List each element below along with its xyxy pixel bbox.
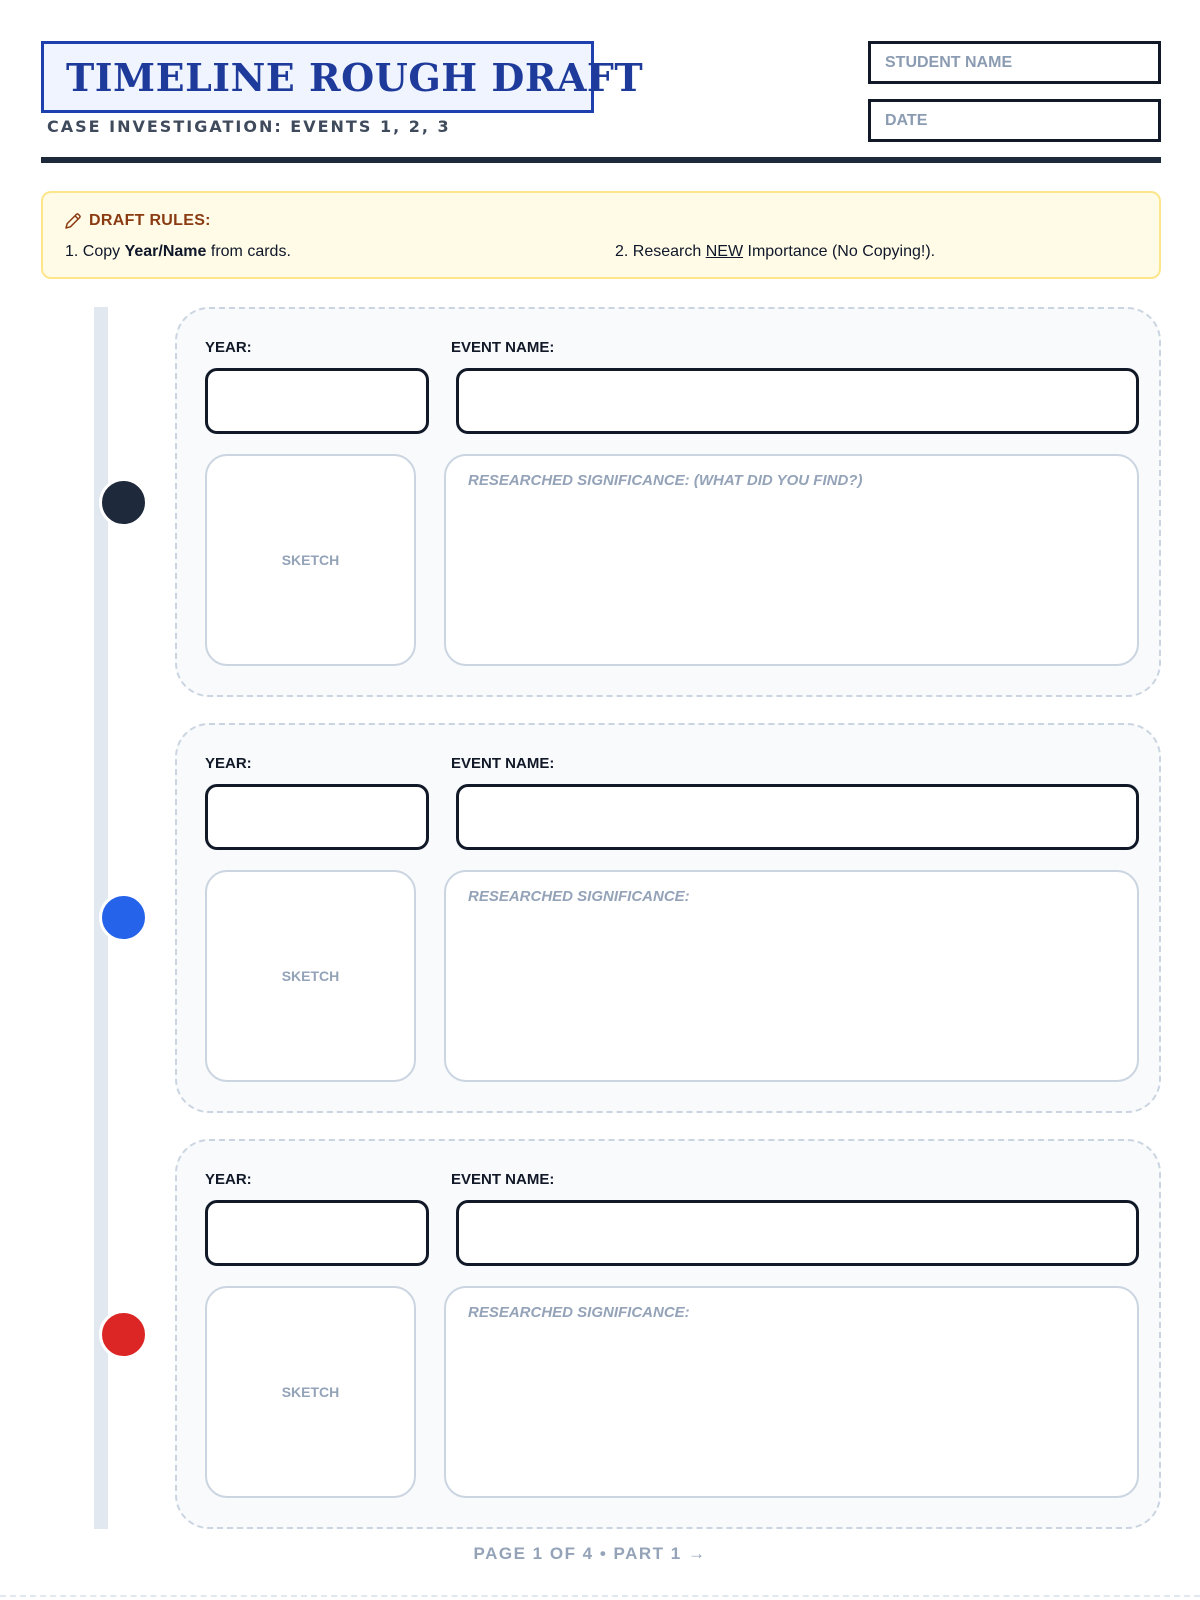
sketch-box[interactable] [205, 870, 416, 1082]
page-title: TIMELINE ROUGH DRAFT [66, 54, 644, 100]
student-name-placeholder: STUDENT NAME [885, 53, 1013, 71]
event-name-input[interactable] [456, 1200, 1139, 1266]
event-name-label: EVENT NAME: [451, 339, 555, 356]
year-input[interactable] [205, 1200, 429, 1266]
event-card-3 [175, 1139, 1161, 1529]
timeline-dot-3 [99, 1310, 148, 1359]
sketch-label: SKETCH [281, 1384, 340, 1400]
event-name-input[interactable] [456, 368, 1139, 434]
year-input[interactable] [205, 784, 429, 850]
event-card-2 [175, 723, 1161, 1113]
student-name-field[interactable] [868, 41, 1161, 84]
bottom-cut-line [0, 1595, 1200, 1597]
header-divider [41, 157, 1161, 163]
timeline-dot-1 [99, 478, 148, 527]
draft-rules-header [63, 211, 211, 231]
event-card-1 [175, 307, 1161, 697]
significance-label: RESEARCHED SIGNIFICANCE: (WHAT DID YOU FIND?) [468, 472, 863, 489]
sketch-label: SKETCH [281, 552, 340, 568]
sketch-box[interactable] [205, 454, 416, 666]
rule-1: 1. Copy Year/Name from cards. [65, 243, 291, 260]
event-name-label: EVENT NAME: [451, 1171, 555, 1188]
year-input[interactable] [205, 368, 429, 434]
event-name-input[interactable] [456, 784, 1139, 850]
draft-rules-box [41, 191, 1161, 279]
page-subtitle: CASE INVESTIGATION: EVENTS 1, 2, 3 [47, 117, 451, 136]
event-name-label: EVENT NAME: [451, 755, 555, 772]
pencil-icon [63, 211, 83, 231]
sketch-box[interactable] [205, 1286, 416, 1498]
year-label: YEAR: [205, 755, 252, 772]
page-footer: PAGE 1 OF 4 • PART 1 → [473, 1544, 707, 1563]
year-label: YEAR: [205, 1171, 252, 1188]
timeline-dot-2 [99, 893, 148, 942]
sketch-label: SKETCH [281, 968, 340, 984]
draft-rules-title: DRAFT RULES: [89, 212, 211, 229]
date-placeholder: DATE [885, 111, 928, 129]
year-label: YEAR: [205, 339, 252, 356]
significance-label: RESEARCHED SIGNIFICANCE: [468, 1304, 690, 1321]
title-box [41, 41, 644, 113]
significance-box[interactable] [444, 1286, 1139, 1498]
rule-2: 2. Research NEW Importance (No Copying!). [615, 243, 936, 260]
significance-box[interactable] [444, 454, 1139, 666]
significance-label: RESEARCHED SIGNIFICANCE: [468, 888, 690, 905]
date-field[interactable] [868, 99, 1161, 142]
significance-box[interactable] [444, 870, 1139, 1082]
